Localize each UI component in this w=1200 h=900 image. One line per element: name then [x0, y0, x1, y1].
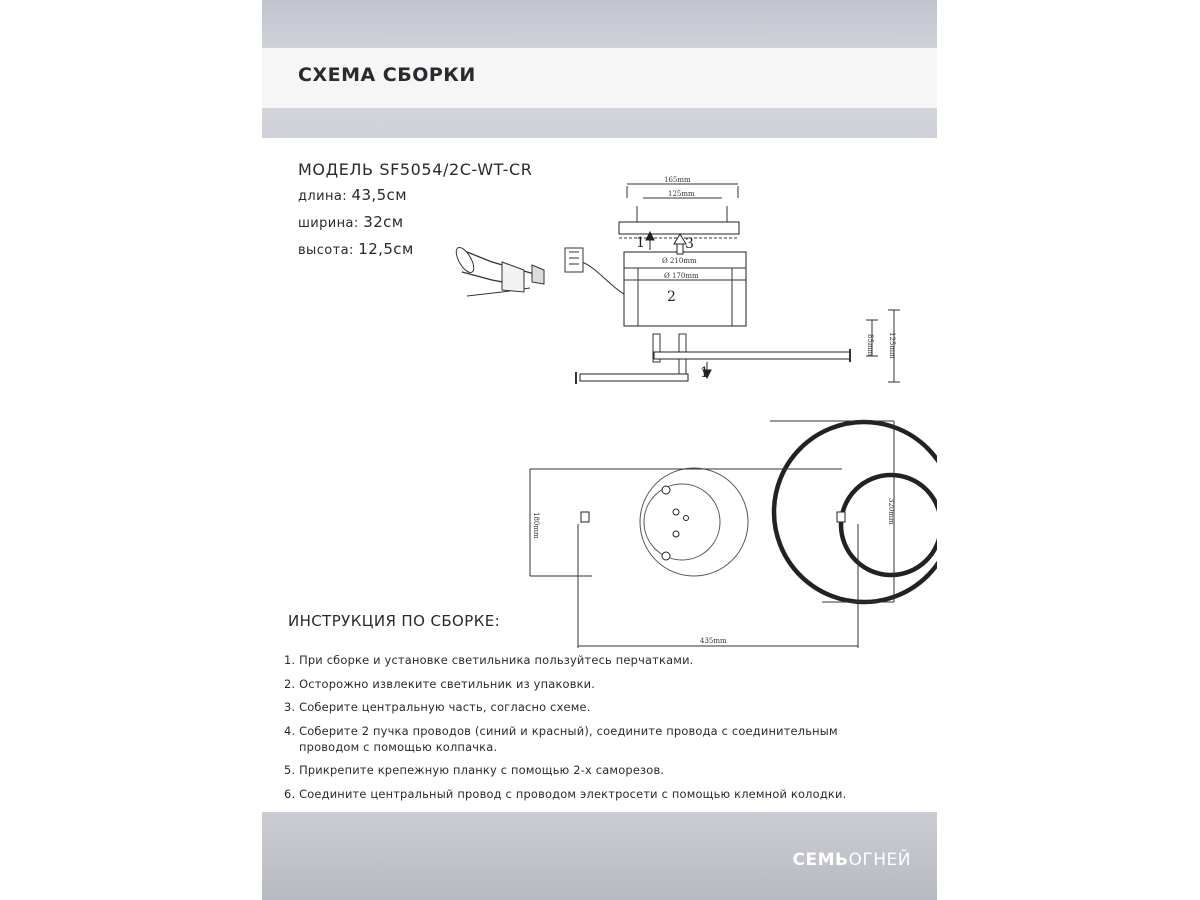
- instruction-step: 5. Прикрепите крепежную планку с помощью 2-х саморезов.: [284, 763, 665, 777]
- step-mark-1b: 1: [700, 365, 709, 381]
- instruction-step: [284, 723, 934, 755]
- step-mark-3: 3: [685, 236, 694, 252]
- page-title: СХЕМА СБОРКИ: [298, 64, 476, 86]
- terminal-block: [565, 248, 583, 272]
- step-mark-1: 1: [636, 235, 645, 251]
- instructions-title: ИНСТРУКЦИЯ ПО СБОРКЕ:: [288, 612, 501, 630]
- dimension-label-320: 320mm: [887, 498, 895, 525]
- large-ring: [774, 422, 937, 602]
- instruction-step: 1. При сборке и установке светильника пользуйтесь перчатками.: [284, 653, 694, 667]
- brand-logo: [793, 850, 911, 870]
- footer-band: [262, 812, 937, 900]
- dimension-label-85: 85mm: [866, 334, 874, 357]
- dimension-label-180: 180mm: [532, 512, 540, 539]
- ring-side-profiles: [576, 349, 850, 384]
- arrow-up-icon: [646, 232, 654, 240]
- dimension-label-125-vertical: 125mm: [888, 332, 896, 359]
- instruction-step: 2. Осторожно извлеките светильник из упаковки.: [284, 676, 596, 691]
- spec-width-label: ширина:: [298, 216, 359, 231]
- wire-cap-illustration: [453, 245, 544, 296]
- mounting-bracket: [619, 206, 739, 238]
- inner-circles: [640, 468, 748, 576]
- assembly-diagram: [262, 0, 937, 660]
- brand-light: ОГНЕЙ: [848, 850, 911, 870]
- spec-height-label: высота:: [298, 243, 354, 258]
- dimension-label-170: Ø 170mm: [664, 272, 699, 280]
- dimension-label-125: 125mm: [668, 190, 695, 198]
- wire: [582, 262, 624, 294]
- instruction-step-4-line2: проводом с помощью колпачка.: [299, 739, 498, 754]
- mounting-points: [581, 486, 845, 560]
- assembly-sheet: [262, 0, 937, 900]
- instruction-step-4-line1: 4. Соберите 2 пучка проводов (синий и красный), соедините провода с соединительным: [284, 723, 838, 738]
- model-code: SF5054/2C-WT-CR: [379, 160, 533, 179]
- dimension-label-210: Ø 210mm: [662, 257, 697, 265]
- instruction-step: 3. Соберите центральную часть, согласно схеме.: [284, 700, 591, 714]
- instructions-list: [284, 652, 934, 809]
- dimension-label-435: 435mm: [700, 637, 727, 645]
- dimension-label-165: 165mm: [664, 176, 691, 184]
- model-label: МОДЕЛЬ: [298, 160, 374, 179]
- instruction-step: 6. Соедините центральный провод с проводом электросети с помощью клемной колодки.: [284, 786, 847, 801]
- brand-bold: СЕМЬ: [792, 850, 849, 870]
- spec-height-value: 12,5см: [358, 240, 414, 258]
- spec-width-value: 32см: [363, 213, 404, 231]
- spec-length-label: длина:: [298, 189, 347, 204]
- small-ring: [841, 475, 937, 575]
- step-mark-2: 2: [667, 289, 676, 305]
- spec-length-value: 43,5см: [351, 186, 407, 204]
